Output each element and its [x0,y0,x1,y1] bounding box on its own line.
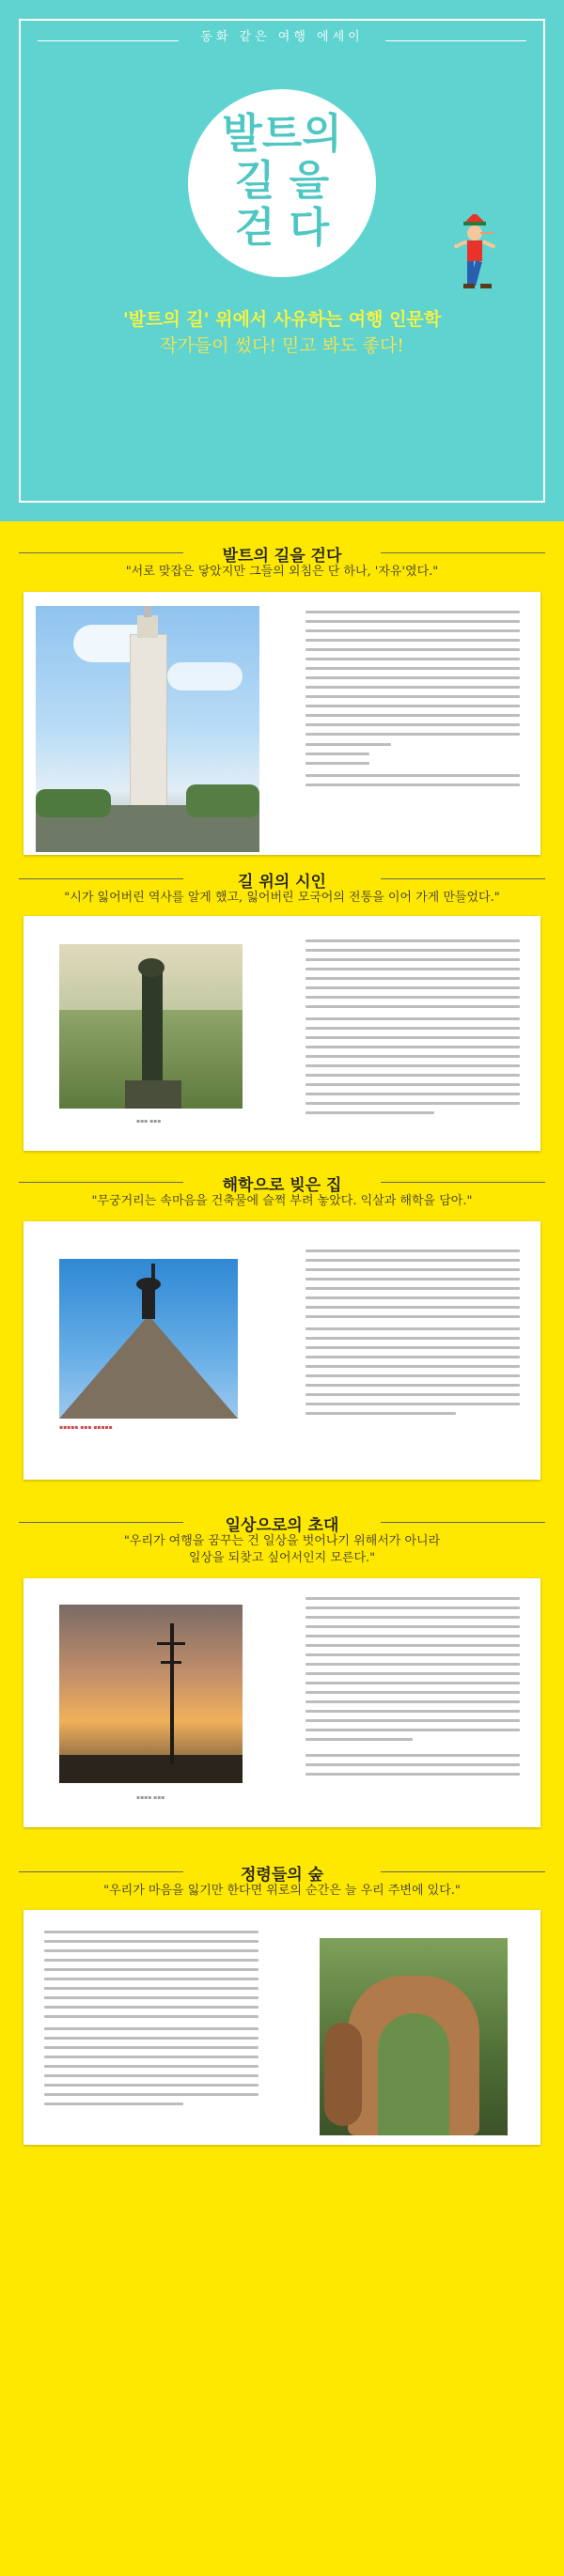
hero-subtitle: '발트의 길' 위에서 사유하는 여행 인문학 [122,309,442,330]
sunset-tower-photo [59,1605,243,1783]
title-line-3: 걷 다 [234,204,330,252]
section-1-body-text [306,611,520,793]
forest-sculpture-photo [320,1938,508,2135]
tower-stork-photo [59,1259,238,1419]
book-title [212,111,352,252]
belfry-photo [36,606,259,852]
section-3-title: 해학으로 빚은 집 [222,1176,342,1195]
hero-banner [0,0,564,521]
section-4-quote-line-2: 일상을 되찾고 싶어서인지 모른다." [188,1551,376,1565]
section-1-spread [24,592,540,855]
section-4-quote [19,1533,545,1567]
section-2-spread [24,916,540,1151]
section-3-caption: ▪▪▪▪▪ ▪▪▪ ▪▪▪▪▪ [59,1424,113,1431]
hero-tag: 동화 같은 여행 에세이 [200,30,364,44]
section-1-quote: "서로 맞잡은 닿았지만 그들의 외침은 단 하나, '자유'였다." [125,565,439,579]
section-2-quote: "시가 잃어버린 역사를 알게 했고, 잃어버린 모국어의 전통을 이어 가게 만들었다." [64,891,500,905]
section-4-caption: ▪▪▪▪ ▪▪▪ [136,1794,165,1801]
section-4-spread [24,1578,540,1827]
section-4-title: 일상으로의 초대 [225,1516,339,1535]
title-line-2: 길 을 [234,157,330,205]
section-5-body-text [44,1931,258,2112]
section-3-body-text [306,1249,520,1421]
section-1-title: 발트의 길을 걷다 [222,547,342,566]
section-4-body-text [306,1597,520,1782]
section-2-body-text [306,939,520,1121]
hero-tagline: 작가들이 썼다! 믿고 봐도 좋다! [160,335,404,356]
title-line-1: 발트의 [222,110,342,158]
poet-statue-photo [59,944,243,1109]
section-5-spread [24,1910,540,2145]
section-3-quote: "무궁거리는 속마음을 건축물에 슬쩍 부려 놓았다. 익살과 해학을 담아." [91,1194,473,1208]
pinocchio-icon [446,214,503,299]
section-2-title: 길 위의 시인 [238,873,326,892]
section-5-quote: "우리가 마음을 잃기만 한다면 위로의 순간은 늘 우리 주변에 있다." [103,1884,461,1898]
section-5-title: 정령들의 숲 [240,1866,324,1885]
section-4-quote-line-1: "우리가 여행을 꿈꾸는 건 일상을 벗어나기 위해서가 아니라 [123,1534,441,1548]
section-2-caption: ▪▪▪ ▪▪▪ [136,1118,162,1125]
section-3-spread [24,1221,540,1480]
